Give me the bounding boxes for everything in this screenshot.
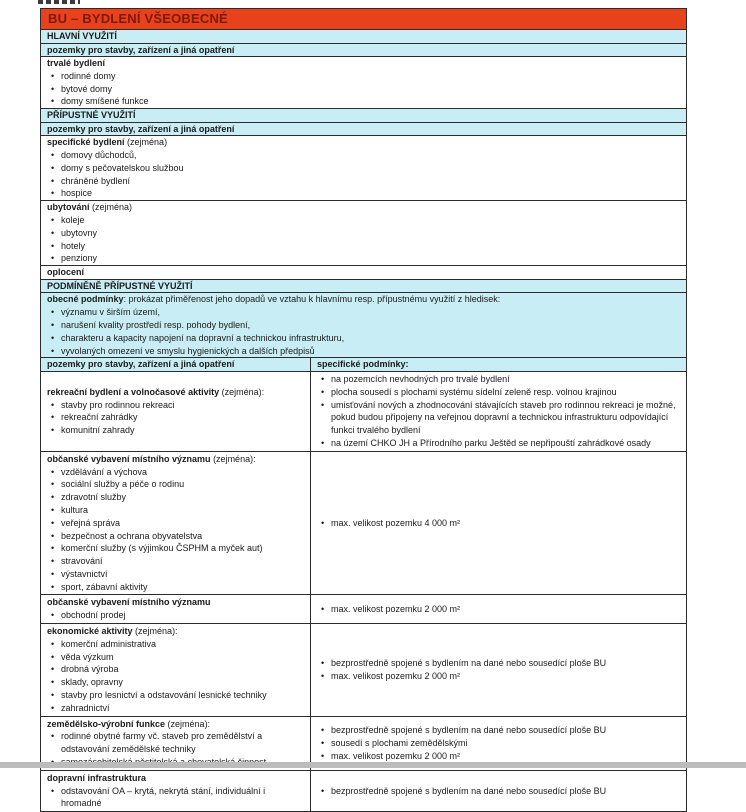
subheader-pozemky-1: pozemky pro stavby, zařízení a jiná opatření xyxy=(41,44,686,58)
bullet-list xyxy=(47,638,306,715)
table-row-obchodni-prodej xyxy=(41,595,686,624)
list-item: • sklady, opravny xyxy=(47,676,306,689)
zoning-table xyxy=(40,8,687,812)
list-item: • na pozemcích nevhodných pro trvalé bydlení xyxy=(317,373,678,386)
bullet-list xyxy=(317,603,678,616)
table-row-rekreacni-bydleni xyxy=(41,372,686,452)
section-header-podminene-pripustne: PODMÍNĚNĚ PŘÍPUSTNÉ VYUŽITÍ xyxy=(41,280,686,294)
list-item: • stavby pro lesnictví a odstavování lesnické techniky xyxy=(47,689,306,702)
category-ubytovani: ubytování (zejména) • koleje • ubytovny • hotely • penziony xyxy=(41,201,686,266)
bullet-list xyxy=(47,609,306,622)
section-header-hlavni-vyuziti: HLAVNÍ VYUŽITÍ xyxy=(41,30,686,44)
subheader-pozemky-2: pozemky pro stavby, zařízení a jiná opatření xyxy=(41,123,686,137)
list-item: • chráněné bydlení xyxy=(47,175,680,188)
section-header-pripustne-vyuziti: PŘÍPUSTNÉ VYUŽITÍ xyxy=(41,109,686,123)
list-item: • hospice xyxy=(47,187,680,200)
conditions-cell xyxy=(311,624,686,716)
list-item: • max. velikost pozemku 2 000 m² xyxy=(317,603,678,616)
two-column-header-row xyxy=(41,358,686,372)
list-item: • vzdělávání a výchova xyxy=(47,466,306,479)
category-title: trvalé bydlení xyxy=(47,58,106,68)
conditions-cell xyxy=(311,372,686,451)
bullet-list xyxy=(47,149,680,200)
list-item: • vyvolaných omezení ve smyslu hygienických a dalších předpisů xyxy=(47,345,680,358)
list-item: • ubytovny xyxy=(47,227,680,240)
conditions-cell xyxy=(311,452,686,595)
list-item: • charakteru a kapacity napojení na dopravní a technickou infrastrukturu, xyxy=(47,332,680,345)
uses-cell: rekreační bydlení a volnočasové aktivity (zejména): • stavby pro rodinnou rekreaci • rekreační zahrádky • komunitní zahrady xyxy=(41,372,311,451)
bullet-list xyxy=(317,785,678,798)
category-title: oplocení xyxy=(47,267,85,278)
list-item: • domy smíšené funkce xyxy=(47,95,680,108)
table-row-ekonomicke-aktivity xyxy=(41,624,686,717)
bullet-list xyxy=(47,214,680,265)
list-item: • bezprostředně spojené s bydlením na dané nebo sousedící ploše BU xyxy=(317,785,678,798)
column-header-pozemky: pozemky pro stavby, zařízení a jiná opatření xyxy=(41,358,311,371)
list-item: • komerční služby (s výjimkou ČSPHM a myček aut) xyxy=(47,542,306,555)
list-item: • sport, zábavní aktivity xyxy=(47,581,306,594)
bullet-list xyxy=(317,724,678,762)
list-item: • narušení kvality prostředí resp. pohody bydlení, xyxy=(47,319,680,332)
category-title: ubytování xyxy=(47,202,90,213)
category-title: specifické bydlení xyxy=(47,137,125,148)
bullet-list xyxy=(47,70,680,108)
list-item: • penziony xyxy=(47,252,680,265)
list-item: • stravování xyxy=(47,555,306,568)
bullet-list xyxy=(47,399,306,437)
uses-cell: občanské vybavení místního významu • obchodní prodej xyxy=(41,595,311,623)
list-item: • rekreační zahrádky xyxy=(47,411,306,424)
list-item: • koleje xyxy=(47,214,680,227)
uses-cell: dopravní infrastruktura • odstavování OA – krytá, nekrytá stání, individuální i hromadné xyxy=(41,771,311,811)
bullet-list xyxy=(317,657,678,683)
conditions-cell xyxy=(311,771,686,811)
table-row-obcanske-vybaveni xyxy=(41,452,686,596)
conditions-cell xyxy=(311,595,686,623)
list-item: • max. velikost pozemku 4 000 m² xyxy=(317,517,678,530)
list-item: • komerční administrativa xyxy=(47,638,306,651)
list-item: • významu v širším území, xyxy=(47,306,680,319)
general-conditions-block xyxy=(41,293,686,358)
list-item: • rodinné domy xyxy=(47,70,680,83)
bullet-list xyxy=(317,373,678,450)
table-row-dopravni-infrastruktura xyxy=(41,771,686,811)
general-conditions-lead: obecné podmínky: prokázat přiměřenost jeho dopadů ve vztahu k hlavnímu resp. přípustnému využití z hledisek: xyxy=(47,294,501,305)
bullet-list xyxy=(317,517,678,530)
list-item: • komunitní zahrady xyxy=(47,424,306,437)
category-specificke-bydleni: specifické bydlení (zejména) • domovy důchodců, • domy s pečovatelskou službou • chráněné bydlení • hospice xyxy=(41,136,686,201)
uses-cell: občanské vybavení místního významu (zejména): • vzdělávání a výchova • sociální služby a péče o rodinu • zdravotní služby • kultura • veřejná správa • bezpečnost a ochrana obyvatelstva • komerční služby (s výjimkou ČSPHM a myček aut) • stravování • výstavnictví • sport, zábavní aktivity xyxy=(41,452,311,595)
list-item: • max. velikost pozemku 2 000 m² xyxy=(317,750,678,763)
list-item: • drobná výroba xyxy=(47,663,306,676)
bullet-list xyxy=(47,785,306,811)
bullet-list xyxy=(47,466,306,594)
list-item: • domy s pečovatelskou službou xyxy=(47,162,680,175)
clipped-text-fragment xyxy=(38,0,80,4)
zone-title-bar: BU – BYDLENÍ VŠEOBECNÉ xyxy=(41,9,686,30)
category-trvale-bydleni xyxy=(41,57,686,109)
category-oploceni xyxy=(41,266,686,280)
list-item: • bezprostředně spojené s bydlením na dané nebo sousedící ploše BU xyxy=(317,657,678,670)
list-item: • odstavování OA – krytá, nekrytá stání, individuální i hromadné xyxy=(47,785,306,811)
page-edge-bar xyxy=(0,762,746,768)
list-item: • plocha sousedí s plochami systému sídelní zeleně resp. volnou krajinou xyxy=(317,386,678,399)
list-item: • věda výzkum xyxy=(47,651,306,664)
list-item: • veřejná správa xyxy=(47,517,306,530)
list-item: • zdravotní služby xyxy=(47,491,306,504)
list-item: • výstavnictví xyxy=(47,568,306,581)
list-item: • stavby pro rodinnou rekreaci xyxy=(47,399,306,412)
list-item: • bezpečnost a ochrana obyvatelstva xyxy=(47,530,306,543)
list-item: • sousedí s plochami zemědělskými xyxy=(317,737,678,750)
list-item: • hotely xyxy=(47,240,680,253)
list-item: • bezprostředně spojené s bydlením na dané nebo sousedící ploše BU xyxy=(317,724,678,737)
list-item: • domovy důchodců, xyxy=(47,149,680,162)
column-header-specificke-podminky: specifické podmínky: xyxy=(317,359,409,370)
list-item: • sociální služby a péče o rodinu xyxy=(47,478,306,491)
uses-cell: zemědělsko-výrobní funkce (zejména): • rodinné obytné farmy vč. staveb pro zemědělství a odstavování zemědělské techniky • xyxy=(41,717,311,770)
list-item: • zahradnictví xyxy=(47,702,306,715)
uses-cell: ekonomické aktivity (zejména): • komerční administrativa • věda výzkum • drobná výroba • sklady, opravny • stavby pro lesnictví a odstavování lesnické techniky • zahradnictví xyxy=(41,624,311,716)
bullet-list xyxy=(47,306,680,357)
list-item: • umisťování nových a zhodnocování stávajících staveb pro rodinnou rekreaci je možné, pokud budou připojeny na veřejnou dopravní a technickou infrastrukturu odpovídající funkci trvalého bydlení xyxy=(317,399,678,437)
list-item: • obchodní prodej xyxy=(47,609,306,622)
list-item: • bytové domy xyxy=(47,83,680,96)
list-item: • kultura xyxy=(47,504,306,517)
list-item: • na území CHKO JH a Přírodního parku Ještěd se nepřipouští zahrádkové osady xyxy=(317,437,678,450)
list-item: • rodinné obytné farmy vč. staveb pro zemědělství a odstavování zemědělské techniky xyxy=(47,730,306,756)
list-item: • max. velikost pozemku 2 000 m² xyxy=(317,670,678,683)
